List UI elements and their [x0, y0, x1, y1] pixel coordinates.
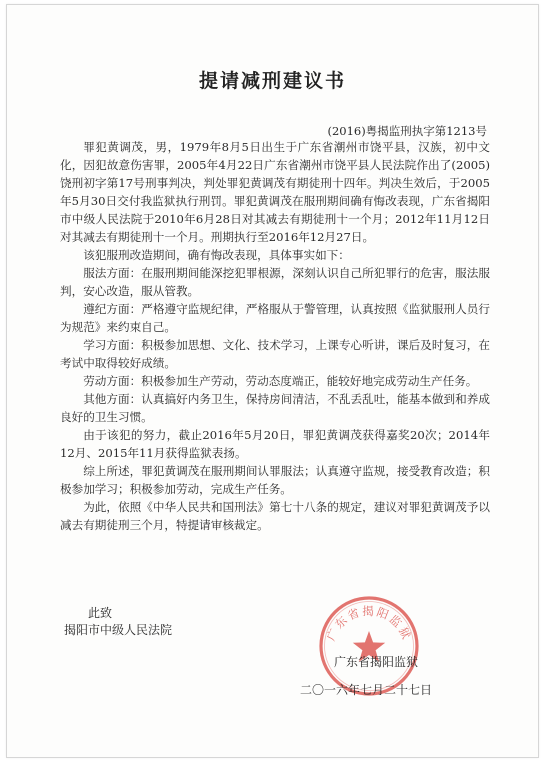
paragraph-fufa: 服法方面：在服刑期间能深挖犯罪根源，深刻认识自己所犯罪行的危害，服法服判，安心改造，服从管教。	[60, 266, 490, 298]
document-body	[60, 138, 490, 534]
paragraph-laodong: 劳动方面：积极参加生产劳动，劳动态度端正，能较好地完成劳动生产任务。	[83, 374, 478, 388]
paragraph-qita: 其他方面：认真搞好内务卫生，保持房间清洁，不乱丢乱吐，能基本做到和养成良好的卫生习惯。	[60, 392, 490, 424]
seal-text: 广东省揭阳监狱	[323, 604, 415, 643]
signer-name: 广东省揭阳监狱	[334, 655, 419, 669]
paragraph-proposal: 为此，依照《中华人民共和国刑法》第七十八条的规定，建议对罪犯黄调茂予以减去有期徒刑三个月，特提请审核裁定。	[60, 500, 490, 532]
paragraph-summary: 综上所述，罪犯黄调茂在服刑期间认罪服法；认真遵守监规，接受教育改造；积极参加学习；积极参加劳动，完成生产任务。	[60, 464, 490, 496]
closing-salutation: 此致	[88, 606, 113, 620]
paragraph-intro: 该犯服刑改造期间，确有悔改表现，具体事实如下：	[83, 248, 350, 262]
document-date: 二〇一六年七月二十七日	[300, 683, 433, 697]
closing-recipient: 揭阳市中级人民法院	[64, 623, 173, 637]
paragraph-basic-info: 罪犯黄调茂，男，1979年8月5日出生于广东省潮州市饶平县，汉族，初中文化，因犯故意伤害罪，2005年4月22日广东省潮州市饶平县人民法院作出了(2005)饶刑初字第17号刑事判决，判处罪犯黄调茂有期徒刑十四年。判决生效后，于2005年5月30日交付我监狱执行刑罚。罪犯黄调茂在服刑期间确有悔改表现，广东省揭阳市中级人民法院于2010年6月28日对其减去有期徒刑十一个月；2012年11月12日对其减去有期徒刑十一个月。刑期执行至2016年12月27日。	[60, 140, 490, 244]
paragraph-zunji: 遵纪方面：严格遵守监规纪律，严格服从于警管理，认真按照《监狱服刑人员行为规范》来约束自己。	[60, 302, 490, 334]
paragraph-rewards: 由于该犯的努力，截止2016年5月20日，罪犯黄调茂获得嘉奖20次；2014年12月、2015年11月获得监狱表扬。	[60, 428, 490, 460]
document-title: 提请减刑建议书	[198, 70, 346, 92]
document-number: (2016)粤揭监刑执字第1213号	[327, 124, 487, 138]
paragraph-xuexi: 学习方面：积极参加思想、文化、技术学习，上课专心听讲，课后及时复习，在考试中取得较好成绩。	[60, 338, 490, 370]
